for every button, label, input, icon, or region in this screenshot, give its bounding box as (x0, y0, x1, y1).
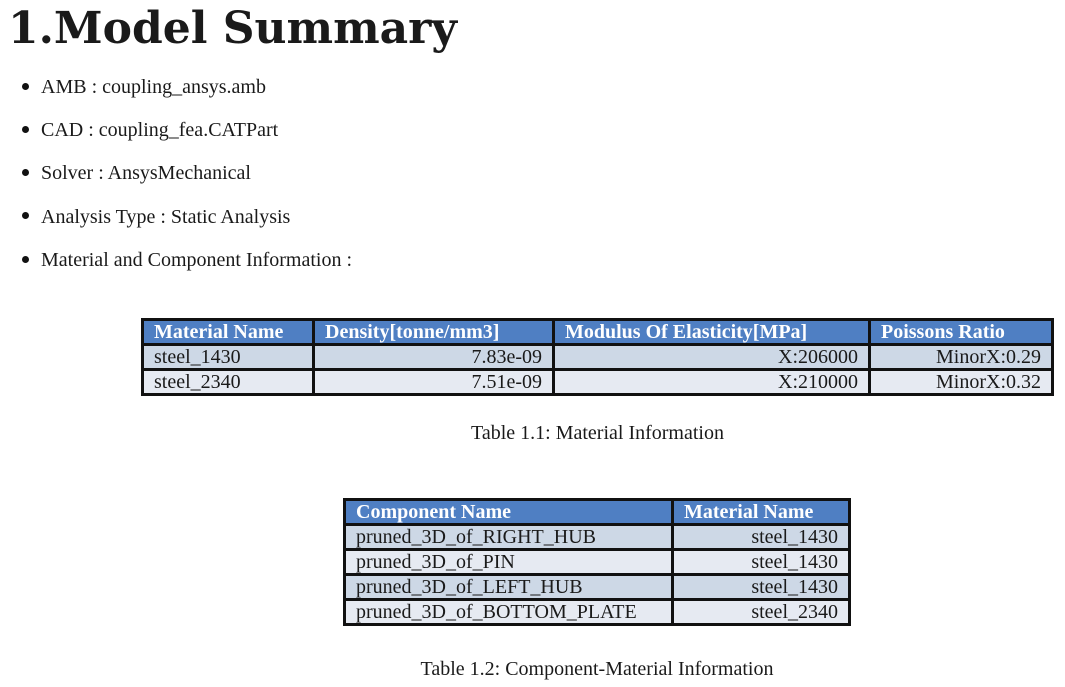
component-table-caption: Table 1.2: Component-Material Information (420, 658, 774, 680)
component-material-cell: steel_1430 (673, 550, 850, 575)
modulus-header: Modulus Of Elasticity[MPa] (554, 320, 870, 345)
material-name-cell: steel_2340 (143, 370, 314, 395)
page-title: 1.Model Summary (8, 3, 457, 54)
modulus-cell: X:210000 (554, 370, 870, 395)
bullet-icon (22, 83, 29, 90)
component-name-cell: pruned_3D_of_LEFT_HUB (345, 575, 673, 600)
table-row (345, 525, 850, 550)
table-row (345, 600, 850, 625)
component-name-cell: pruned_3D_of_PIN (345, 550, 673, 575)
bullet-icon (22, 169, 29, 176)
material-name-header: Material Name (143, 320, 314, 345)
component-material-header: Material Name (673, 500, 850, 525)
list-item (22, 202, 352, 245)
component-name-cell: pruned_3D_of_RIGHT_HUB (345, 525, 673, 550)
table-header-row (143, 320, 1053, 345)
component-material-cell: steel_1430 (673, 525, 850, 550)
table-row (345, 550, 850, 575)
cad-item: CAD : coupling_fea.CATPart (41, 119, 279, 142)
bullet-icon (22, 256, 29, 263)
list-item (22, 158, 352, 201)
table-row (345, 575, 850, 600)
component-table (343, 498, 851, 626)
material-table (141, 318, 1054, 396)
table-header-row (345, 500, 850, 525)
summary-list (22, 72, 352, 288)
poissons-ratio-cell: MinorX:0.32 (870, 370, 1053, 395)
material-name-cell: steel_1430 (143, 345, 314, 370)
table-row (143, 345, 1053, 370)
component-name-header: Component Name (345, 500, 673, 525)
material-component-item: Material and Component Information : (41, 248, 353, 271)
component-material-cell: steel_2340 (673, 600, 850, 625)
component-material-cell: steel_1430 (673, 575, 850, 600)
amb-item: AMB : coupling_ansys.amb (41, 76, 266, 98)
density-cell: 7.83e-09 (314, 345, 554, 370)
modulus-cell: X:206000 (554, 345, 870, 370)
list-item (22, 245, 352, 288)
bullet-icon (22, 212, 29, 219)
component-name-cell: pruned_3D_of_BOTTOM_PLATE (345, 600, 673, 625)
list-item (22, 72, 352, 115)
material-table-caption: Table 1.1: Material Information (471, 422, 724, 444)
poissons-ratio-header: Poissons Ratio (870, 320, 1053, 345)
analysis-type-item: Analysis Type : Static Analysis (41, 205, 291, 228)
list-item (22, 115, 352, 158)
poissons-ratio-cell: MinorX:0.29 (870, 345, 1053, 370)
table-row (143, 370, 1053, 395)
density-header: Density[tonne/mm3] (314, 320, 554, 345)
solver-item: Solver : AnsysMechanical (41, 162, 251, 185)
density-cell: 7.51e-09 (314, 370, 554, 395)
bullet-icon (22, 126, 29, 133)
